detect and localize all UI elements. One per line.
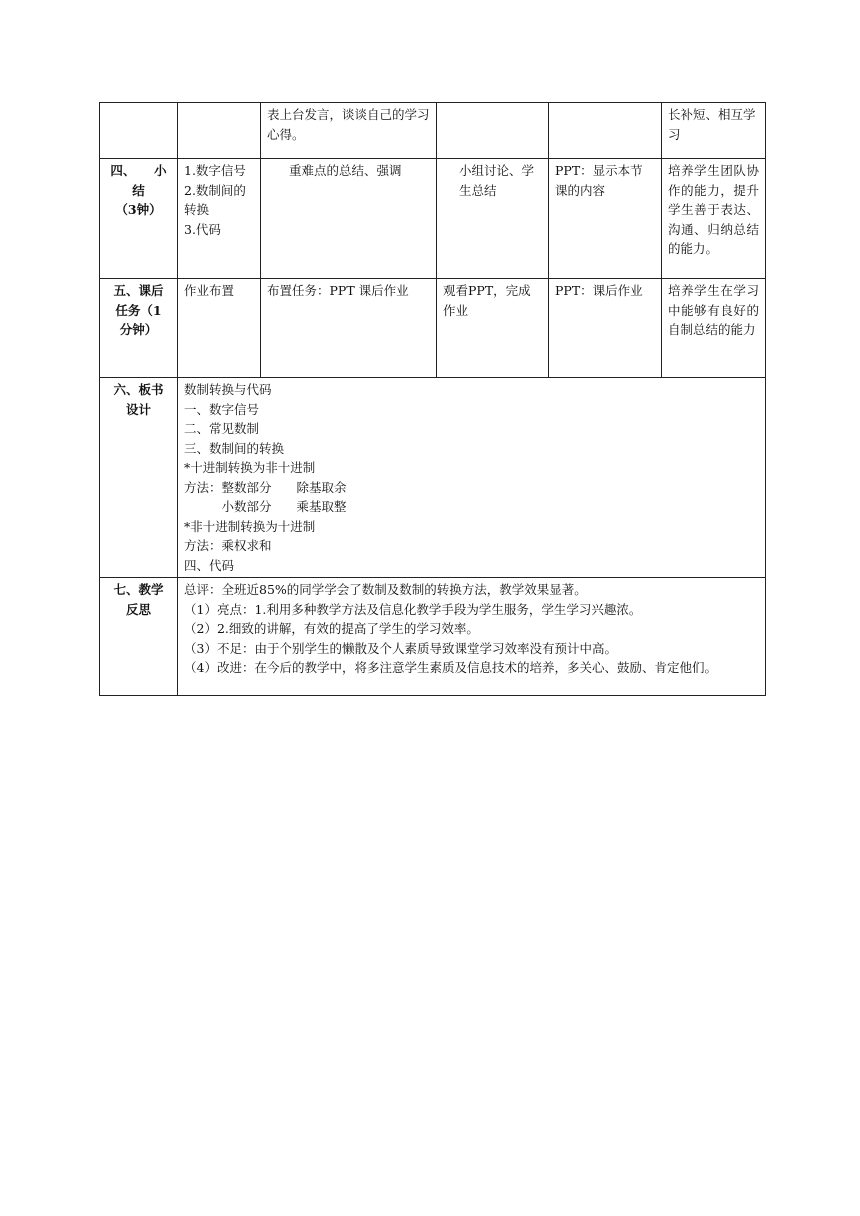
cell-board-design: 数制转换与代码 一、数字信号 二、常见数制 三、数制间的转换 *十进制转换为非十进制 方法：整数部分 除基取余 小数部分 乘基取整 *非十进制转换为十进制 方法：乘权求和 四、代码 — [178, 378, 766, 578]
cell-empty — [437, 103, 549, 159]
cell-goal: 培养学生团队协作的能力，提升学生善于表达、沟通、归纳总结的能力。 — [662, 159, 766, 279]
lesson-plan-table — [99, 102, 766, 696]
cell-content: 作业布置 — [178, 279, 261, 378]
cell-empty — [178, 103, 261, 159]
row-header-board-design: 六、板书 设计 — [100, 378, 178, 578]
cell-goal: 长补短、相互学习 — [662, 103, 766, 159]
cell-teacher-activity: 布置任务：PPT 课后作业 — [261, 279, 437, 378]
cell-empty — [549, 103, 662, 159]
table-row-board-design — [100, 378, 766, 578]
cell-teacher-activity: 表上台发言，谈谈自己的学习心得。 — [261, 103, 437, 159]
row-header-reflection: 七、教学 反思 — [100, 578, 178, 696]
cell-media: PPT：显示本节课的内容 — [549, 159, 662, 279]
cell-content: 1.数字信号 2.数制间的转换 3.代码 — [178, 159, 261, 279]
row-header-homework: 五、课后 任务（1 分钟） — [100, 279, 178, 378]
cell-student-activity: 小组讨论、学生总结 — [437, 159, 549, 279]
table-row-summary — [100, 159, 766, 279]
table-row-homework — [100, 279, 766, 378]
row-header-summary: 四、 小 结 （3钟） — [100, 159, 178, 279]
cell-empty — [100, 103, 178, 159]
cell-reflection: 总评：全班近85%的同学学会了数制及数制的转换方法，教学效果显著。 （1）亮点：1.利用多种教学方法及信息化教学手段为学生服务，学生学习兴趣浓。 （2）2.细致的讲解，有效的提高了学生的学习效率。 （3）不足：由于个别学生的懒散及个人素质导致课堂学习效率没有预计中高。 （4）改进：在今后的教学中，将多注意学生素质及信息技术的培养，多关心、鼓励、肯定他们。 — [178, 578, 766, 696]
cell-media: PPT：课后作业 — [549, 279, 662, 378]
table-row-continued — [100, 103, 766, 159]
cell-goal: 培养学生在学习中能够有良好的自制总结的能力 — [662, 279, 766, 378]
table-row-reflection — [100, 578, 766, 696]
cell-teacher-activity: 重难点的总结、强调 — [261, 159, 437, 279]
cell-student-activity: 观看PPT，完成作业 — [437, 279, 549, 378]
